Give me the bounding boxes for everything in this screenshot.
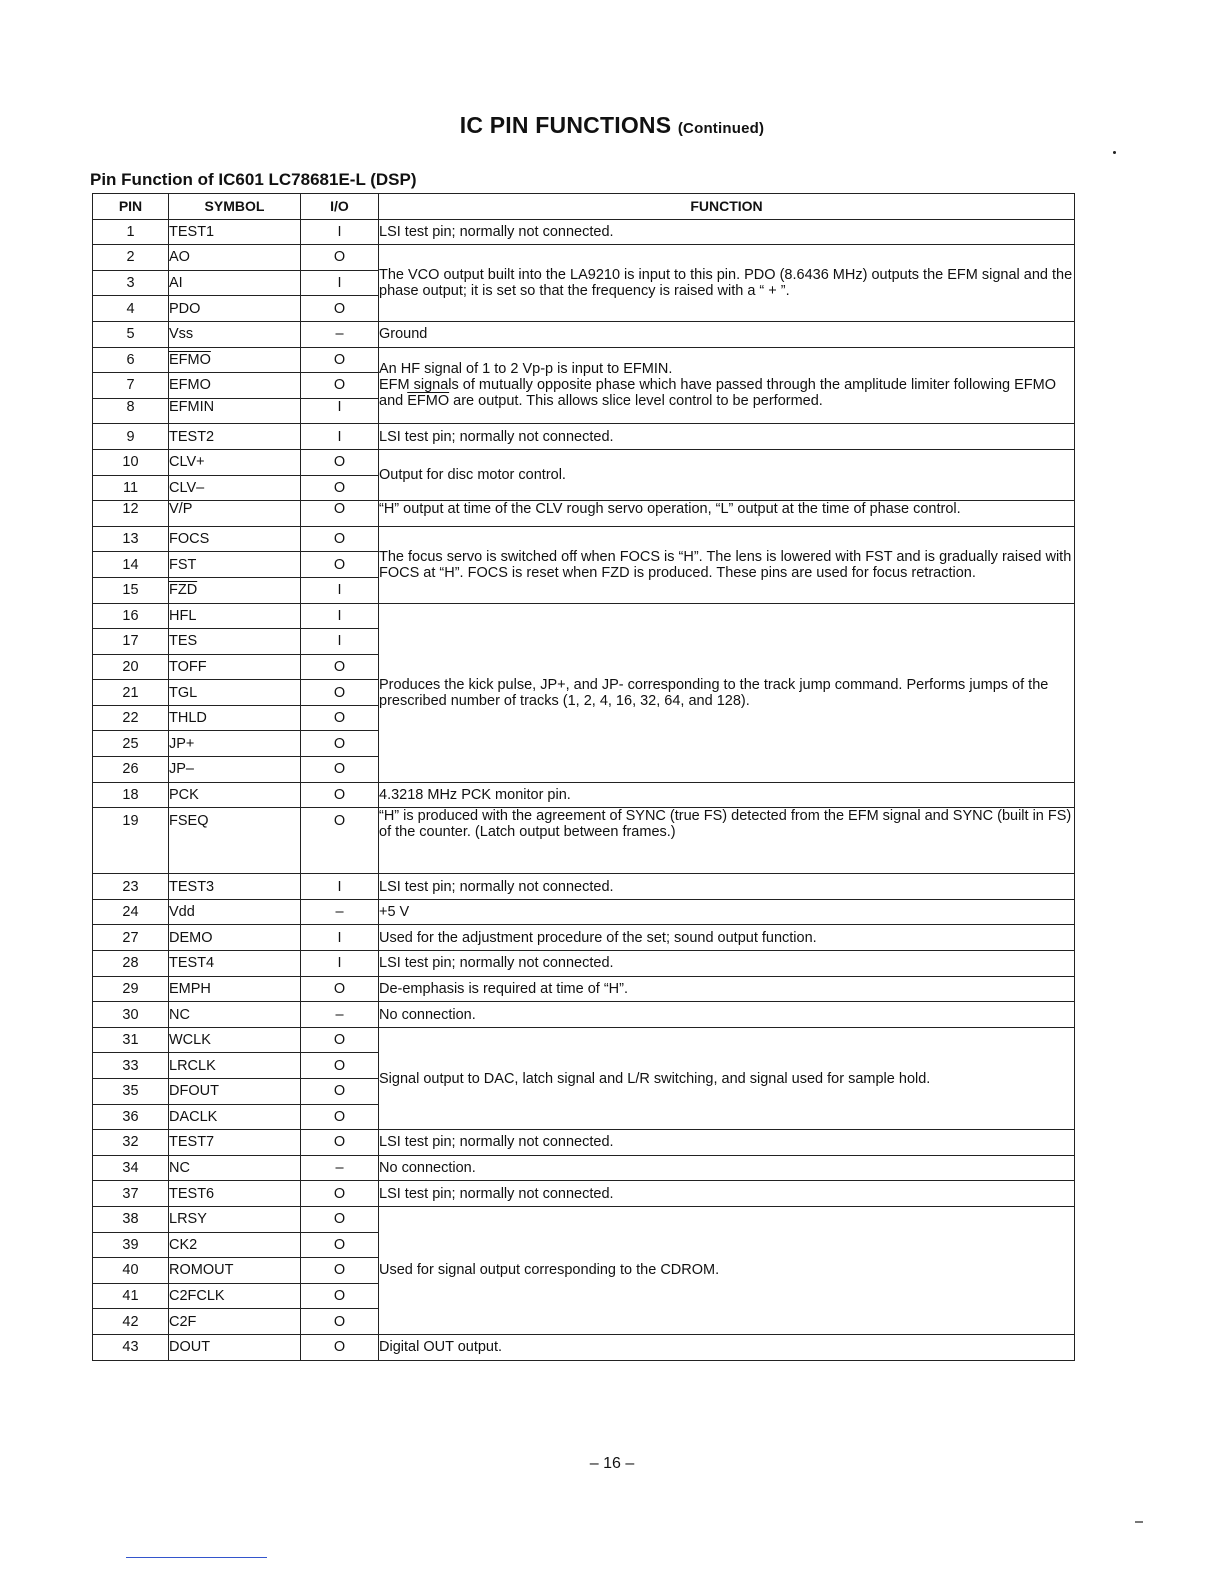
function-line: An HF signal of 1 to 2 Vp-p is input to EFMIN.	[379, 361, 673, 378]
pin-function	[379, 347, 1075, 424]
pin-symbol: TEST2	[169, 424, 301, 450]
table-row	[93, 1206, 1075, 1232]
pin-number: 25	[93, 731, 169, 757]
pin-function: De-emphasis is required at time of “H”.	[379, 976, 1075, 1002]
header-pin: PIN	[93, 194, 169, 220]
pin-io: O	[301, 1334, 379, 1360]
pin-io: O	[301, 245, 379, 271]
function-overline-term: EFMO	[407, 393, 450, 410]
pin-io: O	[301, 731, 379, 757]
pin-number: 43	[93, 1334, 169, 1360]
table-row	[93, 1334, 1075, 1360]
pin-number: 38	[93, 1206, 169, 1232]
pin-symbol: FOCS	[169, 526, 301, 552]
pin-number: 15	[93, 577, 169, 603]
pin-symbol: DFOUT	[169, 1079, 301, 1105]
pin-number: 29	[93, 976, 169, 1002]
pin-number: 11	[93, 475, 169, 501]
pin-function: No connection.	[379, 1155, 1075, 1181]
pin-io: I	[301, 219, 379, 245]
header-io: I/O	[301, 194, 379, 220]
pin-io: O	[301, 705, 379, 731]
table-row	[93, 347, 1075, 373]
pin-function: LSI test pin; normally not connected.	[379, 951, 1075, 977]
pin-number: 4	[93, 296, 169, 322]
pin-symbol: TEST7	[169, 1130, 301, 1156]
pin-number: 39	[93, 1232, 169, 1258]
table-row	[93, 603, 1075, 629]
pin-function: LSI test pin; normally not connected.	[379, 1130, 1075, 1156]
pin-number: 30	[93, 1002, 169, 1028]
title-continued: (Continued)	[677, 120, 765, 137]
table-row	[93, 424, 1075, 450]
pin-io: –	[301, 1002, 379, 1028]
pin-symbol: TOFF	[169, 654, 301, 680]
pin-function: Output for disc motor control.	[379, 449, 1075, 500]
pin-number: 33	[93, 1053, 169, 1079]
pin-function: LSI test pin; normally not connected.	[379, 874, 1075, 900]
pin-symbol: AI	[169, 270, 301, 296]
table-row	[93, 782, 1075, 808]
pin-number: 26	[93, 757, 169, 783]
pin-number: 23	[93, 874, 169, 900]
pin-function-table	[92, 193, 1075, 1361]
pin-number: 6	[93, 347, 169, 373]
pin-io: I	[301, 951, 379, 977]
pin-number: 1	[93, 219, 169, 245]
pin-function: Digital OUT output.	[379, 1334, 1075, 1360]
pin-io: I	[301, 603, 379, 629]
pin-number: 19	[93, 808, 169, 874]
table-row	[93, 245, 1075, 271]
pin-symbol: CLV+	[169, 449, 301, 475]
table-row	[93, 976, 1075, 1002]
pin-function: LSI test pin; normally not connected.	[379, 424, 1075, 450]
pin-io: O	[301, 1181, 379, 1207]
table-subtitle: Pin Function of IC601 LC78681E-L (DSP)	[90, 170, 417, 189]
pin-number: 20	[93, 654, 169, 680]
pin-function: The VCO output built into the LA9210 is input to this pin. PDO (8.6436 MHz) outputs the EFM signal and the phase output; it is set so that the frequency is raised with a “ + ”.	[379, 245, 1075, 322]
table-row	[93, 925, 1075, 951]
pin-symbol: TEST1	[169, 219, 301, 245]
pin-symbol: Vss	[169, 321, 301, 347]
pin-io: O	[301, 976, 379, 1002]
pin-io: I	[301, 424, 379, 450]
table-row	[93, 219, 1075, 245]
pin-io: –	[301, 321, 379, 347]
pin-io: –	[301, 899, 379, 925]
pin-io: I	[301, 398, 379, 424]
function-line: are output. This allows slice level control to be performed.	[449, 393, 823, 410]
pin-function: “H” output at time of the CLV rough servo operation, “L” output at the time of phase control.	[379, 501, 1075, 527]
pin-number: 40	[93, 1258, 169, 1284]
pin-number: 16	[93, 603, 169, 629]
pin-io: O	[301, 782, 379, 808]
stray-dot	[1113, 151, 1116, 154]
page-number: – 16 –	[589, 1455, 635, 1472]
pin-number: 24	[93, 899, 169, 925]
pin-number: 18	[93, 782, 169, 808]
pin-symbol: CK2	[169, 1232, 301, 1258]
pin-symbol: $\overline{FZD}$	[169, 577, 301, 603]
pin-symbol: TES	[169, 629, 301, 655]
pin-symbol: AO	[169, 245, 301, 271]
pin-number: 28	[93, 951, 169, 977]
pin-symbol: FSEQ	[169, 808, 301, 874]
pin-symbol: FST	[169, 552, 301, 578]
pin-io: O	[301, 1206, 379, 1232]
pin-io: O	[301, 347, 379, 373]
table-row	[93, 1155, 1075, 1181]
pin-number: 35	[93, 1079, 169, 1105]
pin-number: 9	[93, 424, 169, 450]
stray-mark	[1135, 1521, 1143, 1523]
title-main: IC PIN FUNCTIONS	[459, 112, 672, 138]
pin-symbol: TEST6	[169, 1181, 301, 1207]
pin-io: I	[301, 270, 379, 296]
pin-io: I	[301, 925, 379, 951]
pin-number: 3	[93, 270, 169, 296]
pin-function: LSI test pin; normally not connected.	[379, 1181, 1075, 1207]
pin-symbol: C2F	[169, 1309, 301, 1335]
table-row	[93, 951, 1075, 977]
table-row	[93, 449, 1075, 475]
pin-function: Produces the kick pulse, JP+, and JP- corresponding to the track jump command. Performs jumps of the prescribed number of tracks (1, 2, 4, 16, 32, 64, and 128).	[379, 603, 1075, 782]
pin-io: O	[301, 449, 379, 475]
table-row	[93, 1002, 1075, 1028]
page-title	[0, 112, 1224, 139]
table-header-row	[93, 194, 1075, 220]
pin-number: 13	[93, 526, 169, 552]
header-function: FUNCTION	[379, 194, 1075, 220]
pin-function: +5 V	[379, 899, 1075, 925]
pin-symbol: WCLK	[169, 1027, 301, 1053]
pin-symbol: LRCLK	[169, 1053, 301, 1079]
pin-io: O	[301, 757, 379, 783]
pin-io: O	[301, 1309, 379, 1335]
pin-symbol: THLD	[169, 705, 301, 731]
pin-io: O	[301, 1027, 379, 1053]
pin-io: I	[301, 874, 379, 900]
pin-function: “H” is produced with the agreement of SYNC (true FS) detected from the EFM signal and SYNC (built in FS) of the counter. (Latch output between frames.)	[379, 808, 1075, 874]
pin-io: O	[301, 1130, 379, 1156]
pin-symbol: CLV–	[169, 475, 301, 501]
pin-io: O	[301, 552, 379, 578]
pin-symbol: HFL	[169, 603, 301, 629]
table-row	[93, 1027, 1075, 1053]
pin-io: O	[301, 296, 379, 322]
pin-number: 37	[93, 1181, 169, 1207]
table-row	[93, 874, 1075, 900]
pin-function: LSI test pin; normally not connected.	[379, 219, 1075, 245]
pin-number: 32	[93, 1130, 169, 1156]
pin-function: Ground	[379, 321, 1075, 347]
pin-symbol: PCK	[169, 782, 301, 808]
pin-symbol: DEMO	[169, 925, 301, 951]
table-row	[93, 321, 1075, 347]
pin-number: 36	[93, 1104, 169, 1130]
pin-number: 12	[93, 501, 169, 527]
pin-io: O	[301, 475, 379, 501]
pin-number: 7	[93, 373, 169, 399]
pin-io: O	[301, 501, 379, 527]
blue-rule	[126, 1557, 267, 1558]
pin-function: Signal output to DAC, latch signal and L/R switching, and signal used for sample hold.	[379, 1027, 1075, 1129]
pin-symbol: DOUT	[169, 1334, 301, 1360]
pin-io: I	[301, 577, 379, 603]
pin-io: O	[301, 1283, 379, 1309]
pin-number: 42	[93, 1309, 169, 1335]
pin-io: O	[301, 1232, 379, 1258]
pin-function: 4.3218 MHz PCK monitor pin.	[379, 782, 1075, 808]
pin-function: No connection.	[379, 1002, 1075, 1028]
pin-io: –	[301, 1155, 379, 1181]
pin-symbol: PDO	[169, 296, 301, 322]
table-row	[93, 526, 1075, 552]
pin-symbol: ROMOUT	[169, 1258, 301, 1284]
table-row	[93, 1181, 1075, 1207]
pin-symbol: DACLK	[169, 1104, 301, 1130]
pin-symbol: Vdd	[169, 899, 301, 925]
pin-io: O	[301, 373, 379, 399]
pin-io: O	[301, 808, 379, 874]
pin-number: 2	[93, 245, 169, 271]
pin-symbol: NC	[169, 1002, 301, 1028]
pin-number: 17	[93, 629, 169, 655]
pin-number: 10	[93, 449, 169, 475]
pin-symbol: TEST4	[169, 951, 301, 977]
pin-symbol: TEST3	[169, 874, 301, 900]
pin-number: 31	[93, 1027, 169, 1053]
pin-symbol: EFMO	[169, 373, 301, 399]
pin-io: O	[301, 680, 379, 706]
pin-symbol: JP–	[169, 757, 301, 783]
pin-symbol: C2FCLK	[169, 1283, 301, 1309]
pin-number: 34	[93, 1155, 169, 1181]
pin-number: 41	[93, 1283, 169, 1309]
pin-io: O	[301, 1079, 379, 1105]
table-row	[93, 808, 1075, 874]
pin-symbol: EMPH	[169, 976, 301, 1002]
pin-function: The focus servo is switched off when FOCS is “H”. The lens is lowered with FST and is gradually raised with FOCS at “H”. FOCS is reset when FZD is produced. These pins are used for focus retraction.	[379, 526, 1075, 603]
pin-io: O	[301, 526, 379, 552]
pin-io: O	[301, 1258, 379, 1284]
function-line: EFM signals of mutually opposite phase which have passed through the amplitude limiter following EFMO and	[379, 377, 1057, 410]
table-row	[93, 899, 1075, 925]
pin-function: Used for the adjustment procedure of the set; sound output function.	[379, 925, 1075, 951]
pin-io: O	[301, 1053, 379, 1079]
pin-symbol: NC	[169, 1155, 301, 1181]
pin-number: 14	[93, 552, 169, 578]
table-row	[93, 501, 1075, 527]
pin-symbol: JP+	[169, 731, 301, 757]
pin-number: 8	[93, 398, 169, 424]
pin-symbol: EFMO	[169, 347, 301, 373]
pin-symbol: LRSY	[169, 1206, 301, 1232]
pin-number: 27	[93, 925, 169, 951]
pin-io: O	[301, 654, 379, 680]
table-row	[93, 1130, 1075, 1156]
pin-symbol: TGL	[169, 680, 301, 706]
pin-number: 5	[93, 321, 169, 347]
pin-number: 21	[93, 680, 169, 706]
pin-io: I	[301, 629, 379, 655]
header-symbol: SYMBOL	[169, 194, 301, 220]
pin-io: O	[301, 1104, 379, 1130]
pin-symbol: V/P	[169, 501, 301, 527]
pin-number: 22	[93, 705, 169, 731]
pin-symbol: EFMIN	[169, 398, 301, 424]
pin-function: Used for signal output corresponding to the CDROM.	[379, 1206, 1075, 1334]
